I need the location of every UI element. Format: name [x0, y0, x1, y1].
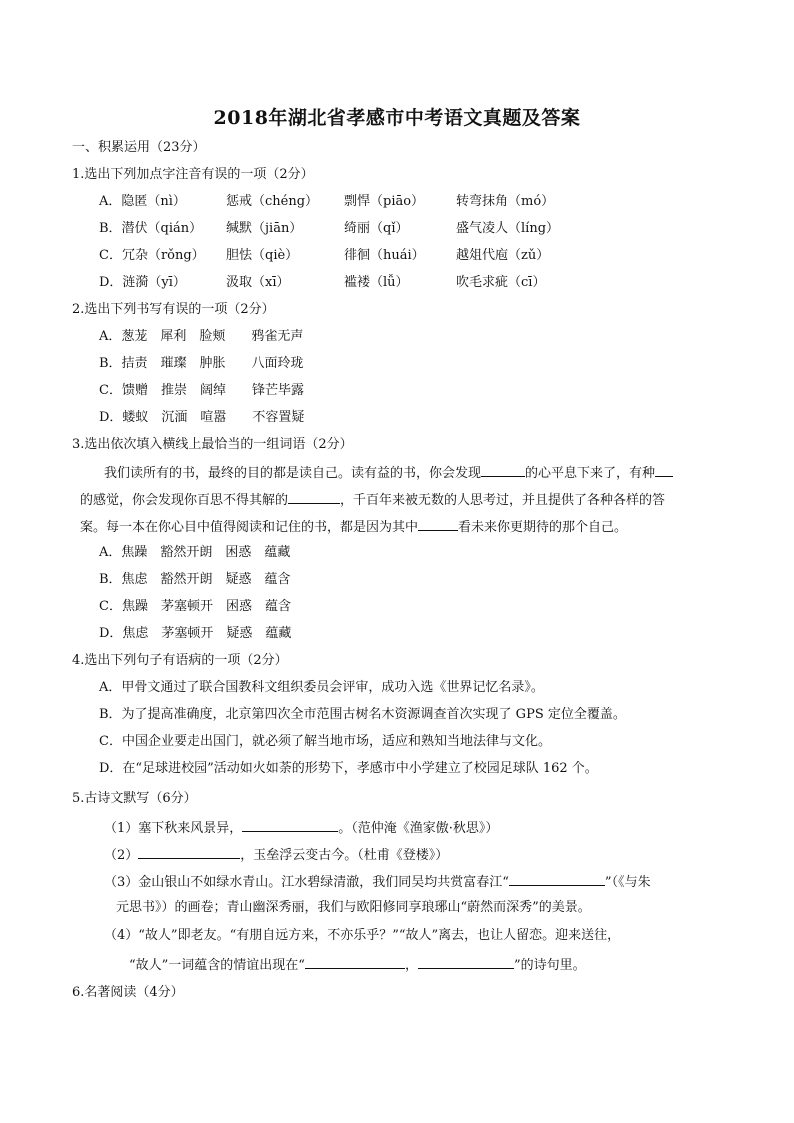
- q3-passage-text: 的感觉，你会发现你百思不得其解的: [80, 493, 289, 508]
- q4-option-b: B．为了提高准确度，北京第四次全市范围古树名木资源调查首次实现了 GPS 定位全覆盖。: [99, 707, 626, 722]
- q5-text: “故人”一词蕴含的情谊出现在“: [129, 958, 305, 973]
- q3-option-b: B．焦虑 豁然开朗 疑惑 蕴含: [99, 572, 291, 587]
- q3-passage-text: ，千百年来被无数的人思考过，并且提供了各种各样的答: [340, 493, 666, 508]
- question-1-stem: 1.选出下列加点字注音有误的一项（2分）: [72, 167, 314, 182]
- q3-passage-line-3: [80, 517, 627, 537]
- q4-option-a: A．甲骨文通过了联合国教科文组织委员会评审，成功入选《世界记忆名录》。: [99, 680, 544, 695]
- q2-option-b: B．拮责 璀璨 肿胀 八面玲珑: [99, 356, 304, 371]
- q5-text: ，: [404, 958, 418, 973]
- fill-in-blank[interactable]: [242, 818, 338, 832]
- q1-option-d-item-2: 汲取（xī）: [226, 275, 290, 290]
- fill-in-blank[interactable]: [509, 872, 605, 886]
- q3-passage-line-1: [104, 463, 673, 483]
- q3-option-c: C．焦躁 茅塞顿开 困惑 蕴含: [99, 599, 291, 614]
- q1-option-b-item-2: 缄默（jiān）: [226, 221, 303, 236]
- q5-text: ，玉垒浮云变古今。（杜甫《登楼》）: [240, 848, 449, 863]
- q1-option-c-item-1: C．冗杂（rǒng）: [99, 248, 205, 263]
- question-3-stem: 3.选出依次填入横线上最恰当的一组词语（2分）: [72, 437, 353, 452]
- q1-option-d-item-3: 褴褛（lǚ）: [344, 275, 409, 290]
- q2-option-d: D．蝼蚁 沉湎 喧嚣 不容置疑: [99, 410, 305, 425]
- q5-text: 。（范仲淹《渔家傲·秋思》）: [338, 821, 499, 836]
- q1-option-d-item-4: 吹毛求疵（cī）: [456, 275, 546, 290]
- q5-item-4: （4）“故人”即老友。“有朋自远方来，不亦乐乎？”“故人”离去，也让人留恋。迎来送往，: [104, 928, 621, 943]
- q1-option-c-item-4: 越俎代庖（zǔ）: [456, 248, 550, 263]
- q5-item-1: [104, 818, 498, 838]
- q1-option-a-item-2: 惩戒（chéng）: [226, 194, 319, 209]
- q1-option-a-item-4: 转弯抹角（mó）: [456, 194, 555, 209]
- q5-text: ”（《与朱: [604, 875, 651, 890]
- q1-option-c-item-3: 徘徊（huái）: [344, 248, 425, 263]
- q3-passage-text: 的心平息下来了，有种: [525, 466, 656, 481]
- q5-item-2: [104, 845, 448, 865]
- fill-in-blank[interactable]: [418, 517, 458, 531]
- q3-passage-text: 案。每一本在你心目中值得阅读和记住的书，都是因为其中: [80, 520, 419, 535]
- q3-passage-text: 我们读所有的书，最终的目的都是读自己。读有益的书，你会发现: [104, 466, 482, 481]
- q5-item-3: [104, 872, 651, 892]
- q5-text: （1）塞下秋来风景异，: [104, 821, 243, 836]
- document-title: 2018年湖北省孝感市中考语文真题及答案: [213, 107, 581, 129]
- q2-option-c: C．馈赠 推崇 阔绰 锋芒毕露: [99, 383, 304, 398]
- question-5-stem: 5.古诗文默写（6分）: [72, 791, 197, 806]
- q1-option-b-item-1: B．潜伏（qián）: [99, 221, 203, 236]
- fill-in-blank[interactable]: [305, 955, 405, 969]
- fill-in-blank[interactable]: [481, 463, 525, 477]
- fill-in-blank[interactable]: [138, 845, 240, 859]
- q5-text: （2）: [104, 848, 139, 863]
- q1-option-a-item-3: 剽悍（piāo）: [344, 194, 425, 209]
- q1-option-d-item-1: D．涟漪（yī）: [99, 275, 186, 290]
- fill-in-blank[interactable]: [288, 490, 340, 504]
- q5-item-3-continued: 元思书》）的画卷；青山幽深秀丽，我们与欧阳修同享琅琊山“蔚然而深秀”的美景。: [116, 900, 591, 915]
- q5-item-4-continued: [129, 955, 586, 975]
- q1-option-a-item-1: A．隐匿（nì）: [99, 194, 186, 209]
- q1-option-c-item-2: 胆怯（qiè）: [226, 248, 299, 263]
- q3-passage-line-2: [80, 490, 665, 510]
- fill-in-blank[interactable]: [418, 955, 514, 969]
- fill-in-blank[interactable]: [655, 463, 673, 477]
- section-heading: 一、积累运用（23分）: [72, 140, 206, 155]
- q5-text: ”的诗句里。: [513, 958, 586, 973]
- q3-option-d: D．焦虑 茅塞顿开 疑惑 蕴藏: [99, 626, 292, 641]
- q3-passage-text: 看未来你更期待的那个自己。: [458, 520, 628, 535]
- question-2-stem: 2.选出下列书写有误的一项（2分）: [72, 302, 275, 317]
- question-6-stem: 6.名著阅读（4分）: [72, 985, 184, 1000]
- q2-option-a: A．葱茏 犀利 脸颊 鸦雀无声: [99, 329, 304, 344]
- q4-option-c: C．中国企业要走出国门，就必须了解当地市场，适应和熟知当地法律与文化。: [99, 734, 551, 749]
- q4-option-d: D．在“足球进校园”活动如火如荼的形势下，孝感市中小学建立了校园足球队 162 个。: [99, 761, 598, 776]
- question-4-stem: 4.选出下列句子有语病的一项（2分）: [72, 653, 288, 668]
- q5-text: （3）金山银山不如绿水青山。江水碧绿清澈，我们同吴均共赏富春江“: [104, 875, 509, 890]
- q1-option-b-item-3: 绮丽（qǐ）: [344, 221, 409, 236]
- q3-option-a: A．焦躁 豁然开朗 困惑 蕴藏: [99, 545, 291, 560]
- q1-option-b-item-4: 盛气凌人（líng）: [456, 221, 560, 236]
